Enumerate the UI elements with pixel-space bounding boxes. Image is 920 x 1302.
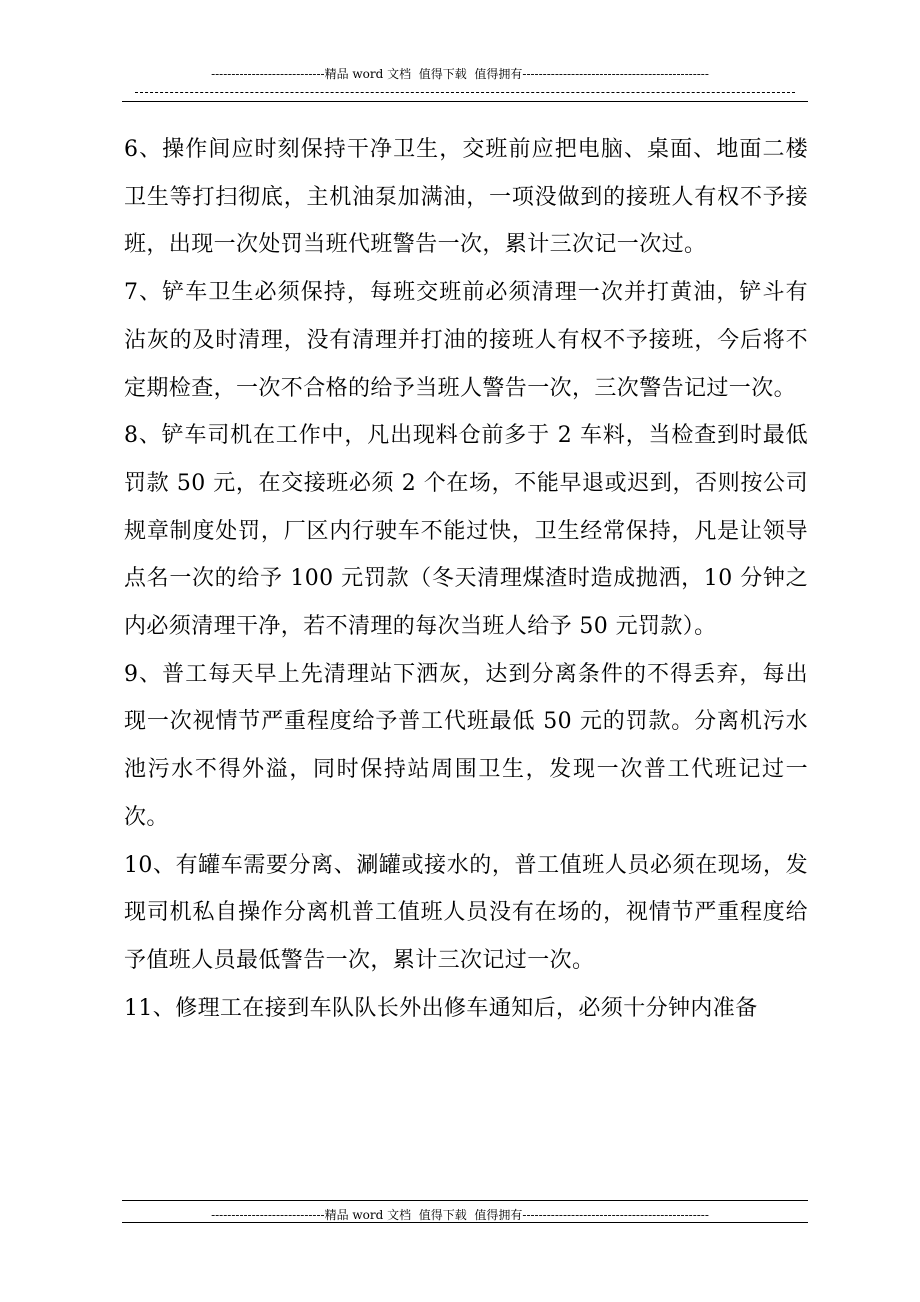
paragraph-9: 9、普工每天早上先清理站下洒灰，达到分离条件的不得丢弃，每出现一次视情节严重程度给予普工代班最低 50 元的罚款。分离机污水池污水不得外溢，同时保持站周围卫生，发现一次普工代班记过一次。 xyxy=(124,661,808,830)
header-dashed-rule xyxy=(135,92,795,93)
header-banner: ----------------------------精品 word 文档 值得下载 值得拥有---------------------------------------------- xyxy=(211,67,709,81)
footer-underline xyxy=(122,1222,808,1223)
paragraph-8: 8、铲车司机在工作中，凡出现料仓前多于 2 车料，当检查到时最低罚款 50 元，在交接班必须 2 个在场，不能早退或迟到，否则按公司规章制度处罚，厂区内行驶车不能过快，卫生经常保持，凡是让领导点名一次的给予 100 元罚款（冬天清理煤渣时造成抛洒，10 分钟之内必须清理干净，若不清理的每次当班人给予 50 元罚款）。 xyxy=(124,423,808,640)
paragraph-6: 6、操作间应时刻保持干净卫生，交班前应把电脑、桌面、地面二楼卫生等打扫彻底，主机油泵加满油，一项没做到的接班人有权不予接班，出现一次处罚当班代班警告一次，累计三次记一次过。 xyxy=(124,137,808,258)
paragraph-7: 7、铲车卫生必须保持，每班交班前必须清理一次并打黄油，铲斗有沾灰的及时清理，没有清理并打油的接班人有权不予接班，今后将不定期检查，一次不合格的给予当班人警告一次，三次警告记过一次。 xyxy=(124,280,808,401)
footer-divider xyxy=(122,1200,808,1201)
header-divider xyxy=(122,101,808,102)
footer-banner: ----------------------------精品 word 文档 值得下载 值得拥有---------------------------------------------- xyxy=(211,1208,709,1222)
paragraph-11: 11、修理工在接到车队队长外出修车通知后，必须十分钟内准备 xyxy=(124,995,758,1021)
paragraph-10: 10、有罐车需要分离、涮罐或接水的，普工值班人员必须在现场，发现司机私自操作分离机普工值班人员没有在场的，视情节严重程度给予值班人员最低警告一次，累计三次记过一次。 xyxy=(124,852,808,973)
document-body xyxy=(124,126,808,1032)
